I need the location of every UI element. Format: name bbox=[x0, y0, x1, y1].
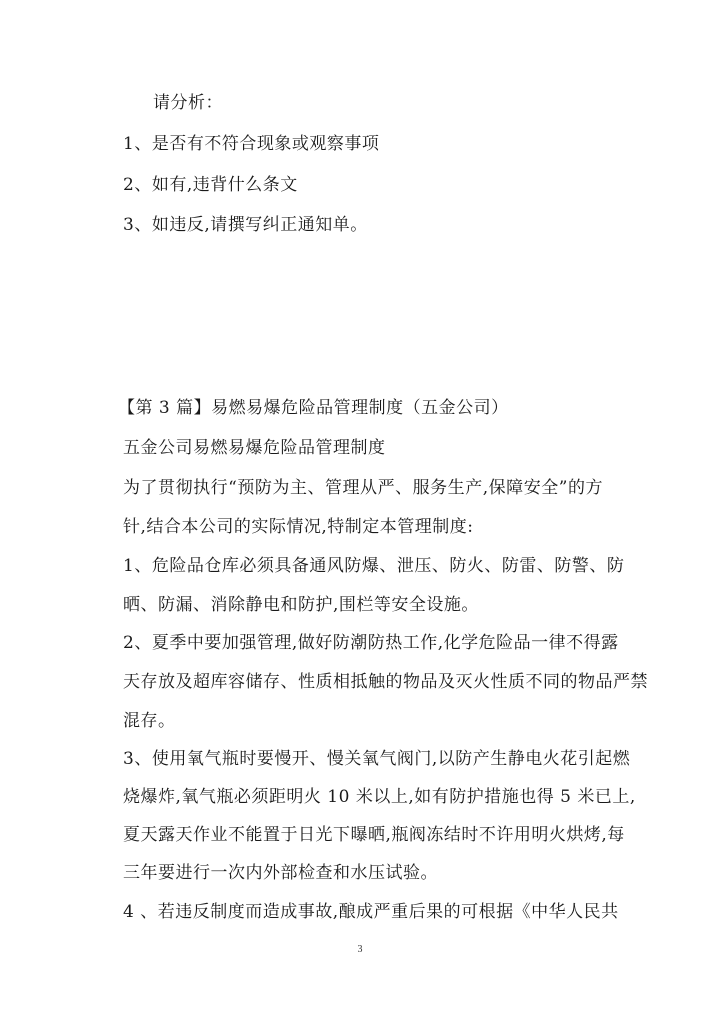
paragraph-line-10: 夏天露天作业不能置于日光下曝晒,瓶阀冻结时不许用明火烘烤,每 bbox=[123, 825, 625, 845]
paragraph-line-8: 3、使用氧气瓶时要慢开、慢关氧气阀门,以防产生静电火花引起燃 bbox=[123, 749, 631, 769]
page-number: 3 bbox=[357, 944, 363, 955]
paragraph-line-2: 针,结合本公司的实际情况,特制定本管理制度: bbox=[123, 517, 474, 537]
paragraph-line-6: 天存放及超库容储存、性质相抵触的物品及灭火性质不同的物品严禁 bbox=[123, 672, 648, 692]
analysis-item-2: 2、如有,违背什么条文 bbox=[123, 175, 298, 195]
article-subtitle: 五金公司易燃易爆危险品管理制度 bbox=[123, 438, 386, 458]
paragraph-line-11: 三年要进行一次内外部检查和水压试验。 bbox=[123, 863, 438, 883]
paragraph-line-3: 1、危险品仓库必须具备通风防爆、泄压、防火、防雷、防警、防 bbox=[123, 556, 625, 576]
paragraph-line-1: 为了贯彻执行“预防为主、管理从严、服务生产,保障安全”的方 bbox=[123, 478, 603, 498]
analysis-item-3: 3、如违反,请撰写纠正通知单。 bbox=[123, 215, 368, 235]
analysis-heading: 请分析： bbox=[153, 93, 223, 113]
paragraph-line-5: 2、夏季中要加强管理,做好防潮防热工作,化学危险品一律不得露 bbox=[123, 633, 619, 653]
paragraph-line-9: 烧爆炸,氧气瓶必须距明火 10 米以上,如有防护措施也得 5 米已上, bbox=[123, 787, 636, 807]
article-title: 【第 3 篇】易燃易爆危险品管理制度（五金公司） bbox=[118, 398, 509, 418]
paragraph-line-12: 4 、若违反制度而造成事故,酿成严重后果的可根据《中华人民共 bbox=[123, 902, 619, 922]
paragraph-line-7: 混存。 bbox=[123, 711, 176, 731]
analysis-item-1: 1、是否有不符合现象或观察事项 bbox=[123, 134, 380, 154]
paragraph-line-4: 晒、防漏、消除静电和防护,围栏等安全设施。 bbox=[123, 595, 479, 615]
